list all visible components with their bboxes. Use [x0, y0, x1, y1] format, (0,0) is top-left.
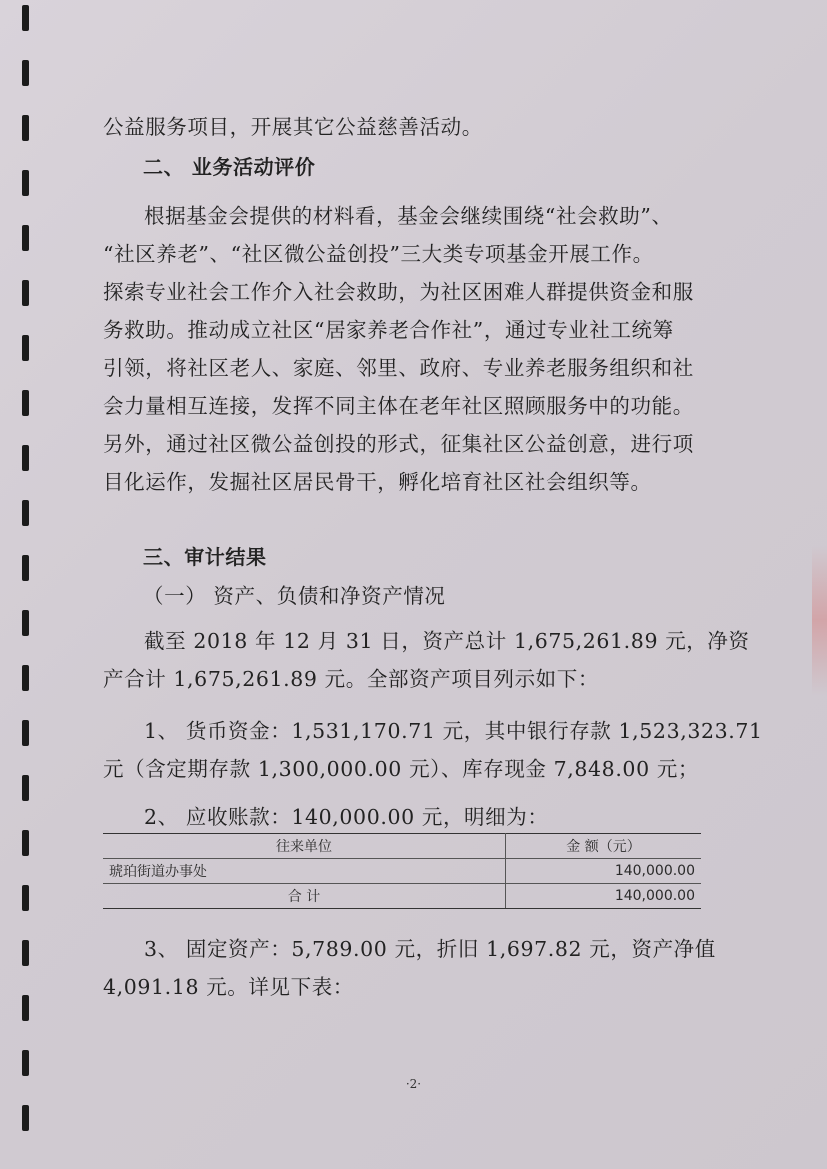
- binding-hole: [22, 610, 29, 636]
- text-line: “社区养老”、“社区微公益创投”三大类专项基金开展工作。: [103, 242, 654, 266]
- text-line: 公益服务项目，开展其它公益慈善活动。: [103, 115, 483, 139]
- spiral-binding: [22, 0, 34, 1169]
- amount-cell: 140,000.00: [506, 859, 702, 884]
- binding-hole: [22, 995, 29, 1021]
- binding-hole: [22, 170, 29, 196]
- binding-hole: [22, 60, 29, 86]
- table-row: [103, 859, 701, 884]
- binding-hole: [22, 665, 29, 691]
- counterparty-cell: 琥珀街道办事处: [103, 859, 506, 884]
- binding-hole: [22, 280, 29, 306]
- text-line: 会力量相互连接，发挥不同主体在老年社区照顾服务中的功能。: [103, 394, 694, 418]
- assets-summary-paragraph: [103, 622, 750, 698]
- binding-hole: [22, 720, 29, 746]
- section-heading-audit-results: [143, 538, 783, 576]
- binding-hole: [22, 115, 29, 141]
- binding-hole: [22, 5, 29, 31]
- continuation-paragraph: [103, 108, 743, 146]
- heading-text: 二、 业务活动评价: [143, 155, 316, 179]
- text-line: 2、 应收账款：140,000.00 元，明细为：: [144, 805, 549, 829]
- header-amount: 金 额（元）: [506, 834, 702, 859]
- text-line: 4,091.18 元。详见下表：: [103, 975, 354, 999]
- header-counterparty: 往来单位: [103, 834, 506, 859]
- binding-hole: [22, 940, 29, 966]
- text-line: 1、 货币资金：1,531,170.71 元，其中银行存款 1,523,323.71: [144, 719, 763, 743]
- binding-hole: [22, 390, 29, 416]
- binding-hole: [22, 775, 29, 801]
- binding-hole: [22, 445, 29, 471]
- text-line: 3、 固定资产：5,789.00 元，折旧 1,697.82 元，资产净值: [144, 937, 716, 961]
- text-line: 目化运作，发掘社区居民骨干，孵化培育社区社会组织等。: [103, 470, 652, 494]
- business-evaluation-paragraph: [103, 197, 743, 501]
- total-amount: 140,000.00: [506, 884, 702, 909]
- item-receivables: [103, 798, 743, 836]
- total-label: 合 计: [103, 884, 506, 909]
- text-line: 元（含定期存款 1,300,000.00 元）、库存现金 7,848.00 元；: [103, 757, 700, 781]
- table-total-row: [103, 884, 701, 909]
- text-line: 务救助。推动成立社区“居家养老合作社”，通过专业社工统筹: [103, 318, 674, 342]
- binding-hole: [22, 885, 29, 911]
- binding-hole: [22, 830, 29, 856]
- heading-text: 三、审计结果: [143, 545, 267, 569]
- text-line: 根据基金会提供的材料看，基金会继续围绕“社会救助”、: [144, 204, 673, 228]
- text-line: 探索专业社会工作介入社会救助，为社区困难人群提供资金和服: [103, 280, 694, 304]
- subheading-text: （一） 资产、负债和净资产情况: [143, 584, 446, 608]
- text-line: 产合计 1,675,261.89 元。全部资产项目列示如下：: [103, 667, 599, 691]
- red-seal-edge: [812, 545, 827, 695]
- item-monetary-funds: [103, 712, 763, 788]
- text-line: 引领，将社区老人、家庭、邻里、政府、专业养老服务组织和社: [103, 356, 694, 380]
- table-header-row: [103, 834, 701, 859]
- item-fixed-assets: [103, 930, 743, 1006]
- page-number: ·2·: [405, 1077, 422, 1091]
- text-line: 另外，通过社区微公益创投的形式，征集社区公益创意，进行项: [103, 432, 694, 456]
- section-heading-business-evaluation: [143, 148, 783, 186]
- binding-hole: [22, 1105, 29, 1131]
- receivables-detail-table: [103, 833, 701, 909]
- binding-hole: [22, 500, 29, 526]
- binding-hole: [22, 1050, 29, 1076]
- text-line: 截至 2018 年 12 月 31 日，资产总计 1,675,261.89 元，净资: [144, 629, 750, 653]
- binding-hole: [22, 335, 29, 361]
- binding-hole: [22, 225, 29, 251]
- subheading-assets-liabilities: [143, 577, 783, 615]
- binding-hole: [22, 555, 29, 581]
